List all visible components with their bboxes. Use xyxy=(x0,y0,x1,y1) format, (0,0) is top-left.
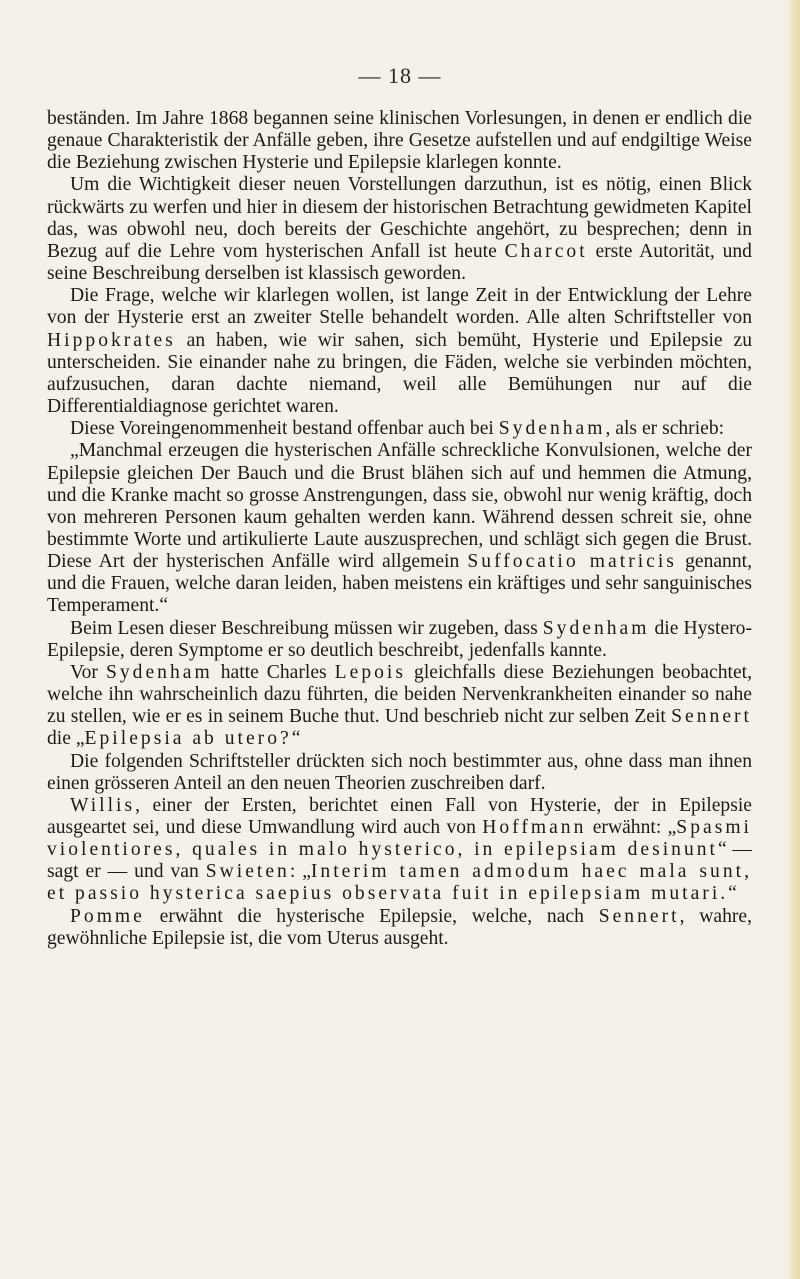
spaced-name: Epilepsia ab utero? xyxy=(84,728,292,750)
page-edge xyxy=(786,0,800,1279)
text-run: “ xyxy=(291,728,301,750)
spaced-name: Hippokrates xyxy=(47,329,176,351)
paragraph xyxy=(47,174,752,285)
text-run: , einer der Ersten, berichtet einen Fall von Hysterie, der in Epilepsie ausgeartet sei, und diese Umwandlung wird auch von xyxy=(47,794,752,838)
text-run: beständen. Im Jahre 1868 begannen seine klinischen Vorlesungen, in denen er endlich die genaue Charakteristik der Anfälle geben, ihre Gesetze aufstellen und auf endgiltige Weise die Beziehung zwischen Hysterie und Epilepsie klarlegen konnte. xyxy=(47,108,752,174)
text-run: Um die Wichtigkeit dieser neuen Vorstellungen darzuthun, ist es nötig, einen Blick rückwärts zu werfen und hier in diesem der historischen Betrachtung gewidmeten Kapitel das, was obwohl neu, doch bereits der Geschichte angehört, zu besprechen; denn in Bezug auf die Lehre vom hysterischen Anfall ist heute xyxy=(47,174,752,262)
spaced-name: Charcot xyxy=(504,240,588,262)
paragraph xyxy=(47,906,752,950)
page-number: — 18 — xyxy=(358,63,442,88)
paragraph xyxy=(47,662,752,751)
spaced-name: Suffocatio matricis xyxy=(467,551,677,573)
paragraph xyxy=(47,751,752,795)
spaced-name: Sydenham xyxy=(498,418,606,440)
spaced-name: Lepois xyxy=(334,661,406,683)
spaced-name: Sennert xyxy=(671,706,752,728)
text-run: “ xyxy=(728,883,737,905)
spaced-name: Sydenham xyxy=(105,661,213,683)
text-run: erwähnt: „ xyxy=(586,817,677,838)
text-run: : „ xyxy=(289,861,311,883)
spaced-name: Interim tamen admodum haec mala sunt, et passio hysterica saepius observata fuit in epilepsiam mutari. xyxy=(47,861,752,905)
text-run: genannt, und die Frauen, welche daran leiden, haben meistens ein kräftiges und sehr sanguinisches Temperament.“ xyxy=(47,551,752,617)
spaced-name: Hoffmann xyxy=(482,817,587,838)
paragraph xyxy=(47,795,752,906)
text-run: Vor xyxy=(70,661,106,683)
text-run: Die folgenden Schriftsteller drückten sich noch bestimmter aus, ohne dass man ihnen einen grösseren Anteil an den neuen Theorien zuschreiben darf. xyxy=(47,750,752,794)
text-run: “ — sagt er — und van xyxy=(47,839,752,883)
text-run: Beim Lesen dieser Beschreibung müssen wir zugeben, dass xyxy=(70,617,543,639)
text-run: gleichfalls diese Beziehungen beobachtet, welche ihn wahrscheinlich dazu führten, die beiden Nervenkrankheiten einander so nahe zu stellen, wie er es in seinem Buche thut. Und beschrieb nicht zur selben Zeit xyxy=(47,661,752,728)
body-text xyxy=(47,108,752,950)
text-run: die „ xyxy=(47,728,85,750)
spaced-name: Spasmi violentiores, quales in malo hysterico, in epilepsiam desinunt xyxy=(47,817,752,861)
text-run: Die Frage, welche wir klarlegen wollen, ist lange Zeit in der Entwicklung der Lehre von der Hysterie erst an zweiter Stelle behandelt worden. Alle alten Schriftsteller von xyxy=(47,285,752,329)
paragraph xyxy=(47,285,752,418)
text-run: , als er schrieb: xyxy=(605,418,725,440)
spaced-name: Willis xyxy=(70,794,136,816)
paragraph xyxy=(47,108,752,174)
paragraph xyxy=(47,440,752,617)
text-run: , wahre, gewöhnliche Epilepsie ist, die vom Uterus ausgeht. xyxy=(47,905,753,949)
spaced-name: Swieten xyxy=(205,861,290,883)
text-run: Diese Voreingenommenheit bestand offenbar auch bei xyxy=(70,418,499,440)
text-run: erwähnt die hysterische Epilepsie, welche, nach xyxy=(144,905,599,927)
spaced-name: Sennert xyxy=(598,905,680,927)
text-run: an haben, wie wir sahen, sich bemüht, Hysterie und Epilepsie zu unterscheiden. Sie einander nahe zu bringen, die Fäden, welche sie verbinden möchten, aufzusuchen, daran dachte niemand, weil alle Bemühungen nur auf die Differentialdiagnose gerichtet waren. xyxy=(47,329,752,418)
text-run: erste Autorität, und seine Beschreibung derselben ist klassisch geworden. xyxy=(47,240,752,285)
text-run: die Hystero-Epilepsie, deren Symptome er so deutlich beschreibt, jedenfalls kannte. xyxy=(47,617,753,661)
spaced-name: Sydenham xyxy=(542,617,650,639)
spaced-name: Pomme xyxy=(70,905,145,927)
paragraph xyxy=(47,418,752,440)
paragraph xyxy=(47,618,752,662)
text-run: „Manchmal erzeugen die hysterischen Anfälle schreckliche Konvulsionen, welche der Epilepsie gleichen Der Bauch und die Brust blähen sich auf und hemmen die Atmung, und die Kranke macht so grosse Anstrengungen, dass sie, obwohl nur wenig kräftig, doch von mehreren Personen kaum gehalten werden kann. Während dessen schreit sie, ohne bestimmte Worte und artikulierte Laute auszusprechen, und schlägt sich gegen die Brust. Diese Art der hysterischen Anfälle wird allgemein xyxy=(47,440,752,573)
text-run: hatte Charles xyxy=(212,661,335,683)
